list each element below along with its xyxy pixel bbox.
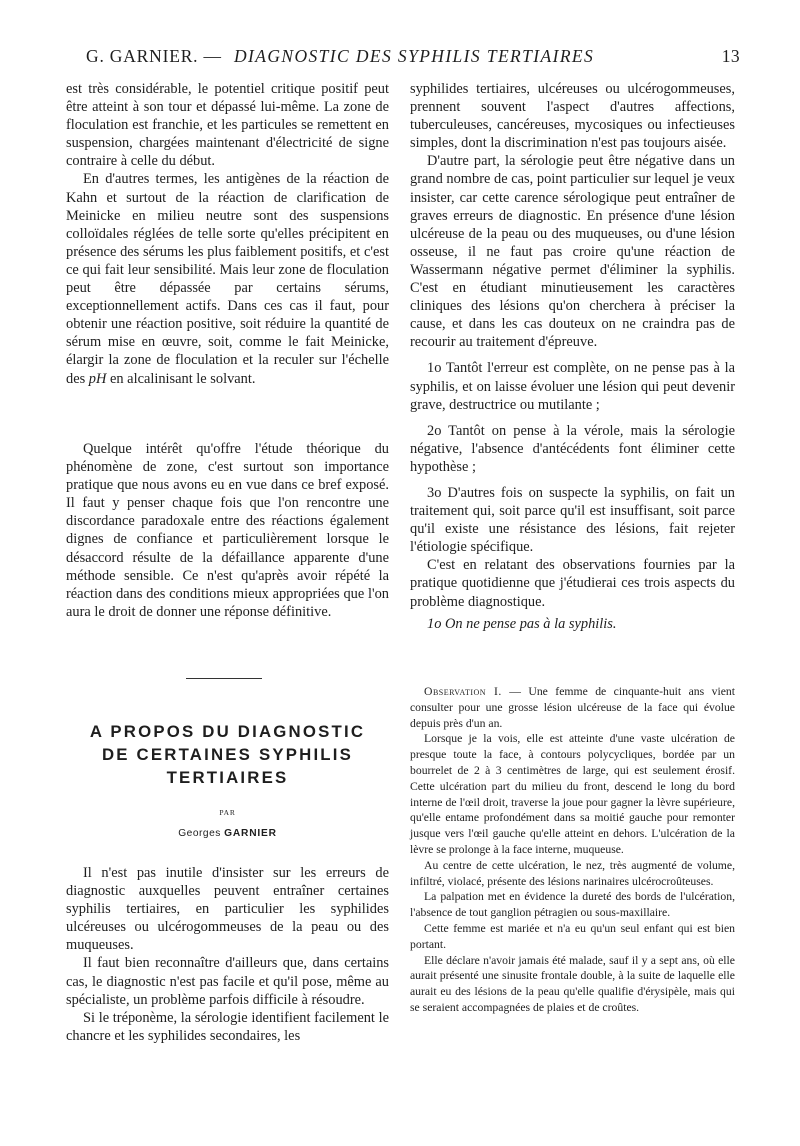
running-head xyxy=(86,46,740,76)
ph-term: pH xyxy=(88,370,107,387)
right-column-text xyxy=(410,80,735,633)
left-paragraph-3: Quelque intérêt qu'offre l'étude théorique du phénomène de zone, c'est surtout son importance pratique que nous avons eu en vue dans ce bref exposé. Il faut y penser chaque fois que l'on rencontre une discordance paradoxale entre des réactions également dignes de confiance et particulièrement lorsque le désaccord résulte de la défaillance apparente d'une méthode sensible. Ce n'est qu'après avoir répété la réaction dans des conditions mieux appropriées que l'on aura le droit de donner une réponse définitive. xyxy=(66,441,389,620)
list-item-2: 2o Tantôt on pense à la vérole, mais la sérologie négative, l'absence d'antécédents font éliminer cette hypothèse ; xyxy=(410,422,735,475)
observation-block xyxy=(410,684,735,1016)
section-heading: 1o On ne pense pas à la syphilis. xyxy=(427,615,617,632)
left-paragraph-2-text: En d'autres termes, les antigènes de la réaction de Kahn et surtout de la réaction de clarification de Meinicke en milieu neutre sont des suspensions colloïdales réglées de telle sorte qu'elles précipitent en présence des sérums les plus faiblement positifs, et c'est ce qui fait leur sensibilité. Mais leur zone de floculation peut être dépassée par certains sérums, exceptionnellement actifs. Dans ces cas il faut, pour obtenir une réaction positive, soit réduire la quantité de sérum mise en œuvre, soit, comme le fait Meinicke, élargir la zone de floculation et la reculer sur l'échelle des xyxy=(66,171,389,387)
running-head-title: DIAGNOSTIC DES SYPHILIS TERTIAIRES xyxy=(234,46,595,66)
author-last-name: GARNIER xyxy=(224,828,277,839)
left-column-conclusion xyxy=(66,440,389,621)
article-paragraph-3: Si le tréponème, la sérologie identifient facilement le chancre et les syphilides secondaires, les xyxy=(66,1009,389,1044)
list-item-3: 3o D'autres fois on suspecte la syphilis, on fait un traitement qui, soit parce qu'il est insuffisant, soit parce qu'il existe une résistance des lésions, fait rejeter l'étiologie spécifique. xyxy=(410,484,735,556)
article-title-line-3: TERTIAIRES xyxy=(166,768,289,787)
left-paragraph-2-end: en alcalinisant le solvant. xyxy=(110,370,256,387)
article-title-line-2: DE CERTAINES SYPHILIS xyxy=(101,745,354,764)
article-separator xyxy=(186,678,262,679)
author-first-name: Georges xyxy=(178,828,221,839)
observation-text-1: — Une femme de cinquante-huit ans vient consulter pour une grosse lésion ulcéreuse de la face qui évolue depuis près d'un an. xyxy=(410,685,736,730)
article-title-line-1: A PROPOS DU DIAGNOSTIC xyxy=(89,722,366,741)
observation-paragraph-6: Elle déclare n'avoir jamais été malade, sauf il y a sept ans, où elle aurait présenté une sinusite frontale double, à la suite de laquelle elle aurait eu des lésions de la peau qu'elle qualifie d'érysipèle, mais qui se seraient accompagnées de plaies et de croûtes. xyxy=(410,953,735,1014)
article-intro xyxy=(66,864,389,1045)
article-paragraph-2: Il faut bien reconnaître d'ailleurs que, dans certains cas, le diagnostic n'est pas facile et qu'il pose, même au spécialiste, un problème parfois difficile à résoudre. xyxy=(66,955,389,1008)
page-number: 13 xyxy=(721,46,740,66)
left-column-continuation xyxy=(66,80,389,388)
observation-paragraph-3: Au centre de cette ulcération, le nez, très augmenté de volume, infiltré, violacé, présente des lésions narinaires ulcérocroûteuses. xyxy=(410,858,735,888)
right-paragraph-2: D'autre part, la sérologie peut être négative dans un grand nombre de cas, point particulier sur lequel je veux insister, car cette carence sérologique peut entraîner de graves erreurs de diagnostic. En présence d'une lésion ulcéreuse de la peau ou des muqueuses, ou d'une lésion osseuse, il ne faut pas croire qu'une réaction de Wassermann négative permet d'éliminer la syphilis. C'est en étudiant minutieusement les caractères cliniques des lésions qu'on cherchera à préciser la cause, et dans les cas douteux on ne craindra pas de recourir au traitement d'épreuve. xyxy=(410,153,735,351)
observation-paragraph-1 xyxy=(410,684,735,731)
observation-paragraph-2: Lorsque je la vois, elle est atteinte d'une vaste ulcération de presque toute la face, à contours polycycliques, bordée par un bourrelet de 2 à 3 centimètres de large, qui est seulement érosif. Cette ulcération part du milieu du front, descend le long du bord interne de l'œil droit, traverse la joue pour gagner la lèvre supérieure, qu'elle entame profondément dans sa moitié gauche pour remonter jusque vers l'œil gauche qu'elle atteint en dehors. L'ulcération de la lèvre se prolonge à la face interne, muqueuse. xyxy=(410,732,735,856)
left-paragraph-1: est très considérable, le potentiel critique positif peut être atteint à son tour et dépassé lui-même. La zone de floculation est franchie, et les particules se remettent en suspension, chargées maintenant d'électricité de signe contraire à celle du début. xyxy=(66,81,389,170)
observation-paragraph-4: La palpation met en évidence la dureté des bords de l'ulcération, l'absence de tout ganglion pétragien ou sous-maxillaire. xyxy=(410,890,735,920)
running-head-author: G. GARNIER. — xyxy=(86,46,222,66)
left-paragraph-2 xyxy=(66,170,389,387)
right-paragraph-1: syphilides tertiaires, ulcéreuses ou ulcérogommeuses, prennent souvent l'aspect d'autres affections, tuberculeuses, cancéreuses, mycosiques ou infectieuses simples, dont la discrimination n'est pas toujours aisée. xyxy=(410,81,735,152)
article-author xyxy=(66,828,389,839)
list-item-1: 1o Tantôt l'erreur est complète, on ne pense pas à la syphilis, et on laisse évoluer une lésion qui peut devenir grave, destructrice ou mutilante ; xyxy=(410,360,735,413)
right-paragraph-3: C'est en relatant des observations fournies par la pratique quotidienne que j'étudierai ces trois aspects du problème diagnostique. xyxy=(410,557,735,610)
observation-label: Observation I. xyxy=(424,685,502,698)
by-label: PAR xyxy=(219,808,236,817)
article-title xyxy=(66,720,389,789)
observation-paragraph-5: Cette femme est mariée et n'a eu qu'un seul enfant qui est bien portant. xyxy=(410,921,735,951)
article-paragraph-1: Il n'est pas inutile d'insister sur les erreurs de diagnostic auxquelles peuvent entraîner certaines syphilis tertiaires, en particulier les syphilides ulcéreuses ou ulcérogommeuses de la peau ou des muqueuses. xyxy=(66,865,389,954)
